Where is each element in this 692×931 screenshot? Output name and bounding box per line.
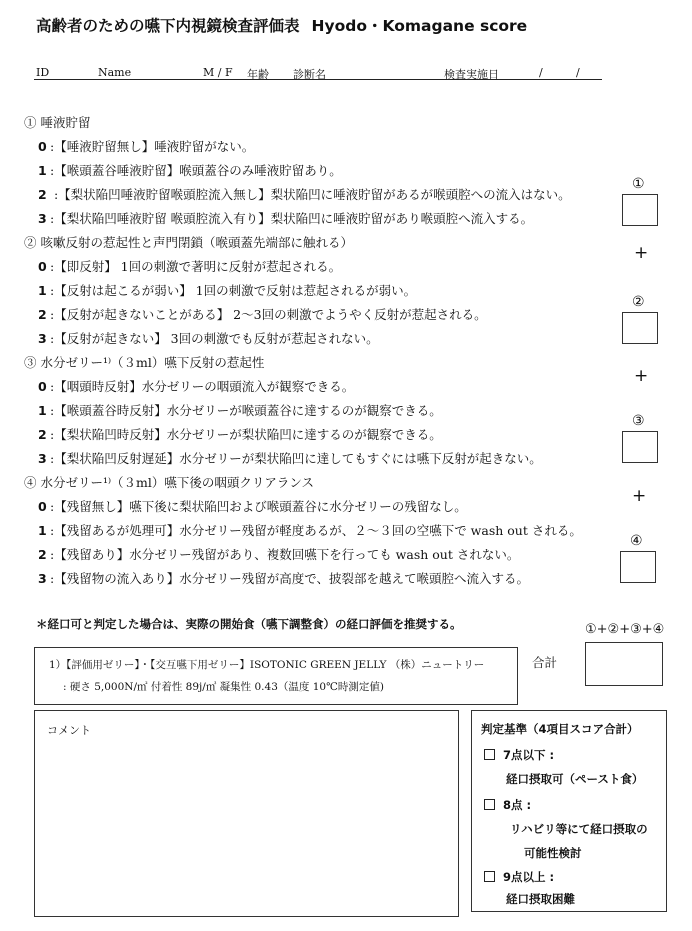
- score-item: [38, 497, 467, 515]
- score-box-1[interactable]: [622, 194, 658, 226]
- total-label: 合計: [532, 655, 558, 670]
- score-item: [38, 521, 582, 539]
- score-value: 3: [38, 571, 47, 586]
- section-heading: ① 唾液貯留: [24, 115, 91, 130]
- title-en: Hyodo・Komagane score: [311, 17, 528, 35]
- score-item: [38, 377, 354, 395]
- score-value: 0: [38, 139, 47, 154]
- criteria-result: 経口摂取困難: [506, 892, 575, 906]
- criteria-option: [484, 797, 531, 813]
- criteria-range: 9点以上 :: [503, 870, 555, 884]
- score-description: :【梨状陥凹反射遅延】水分ゼリーが梨状陥凹に達してもすぐには嚥下反射が起きない。: [50, 451, 542, 466]
- name-field-label: Name: [98, 66, 132, 79]
- score-value: 0: [38, 259, 47, 274]
- score-description: :【残留無し】嚥下後に梨状陥凹および喉頭蓋谷に水分ゼリーの残留なし。: [50, 499, 467, 514]
- score-description: :【喉頭蓋谷唾液貯留】喉頭蓋谷のみ唾液貯留あり。: [50, 163, 342, 178]
- score-item: [38, 137, 254, 155]
- score-description: :【喉頭蓋谷時反射】水分ゼリーが喉頭蓋谷に達するのが観察できる。: [50, 403, 442, 418]
- id-field-label: ID: [36, 66, 50, 79]
- section-heading: ④ 水分ゼリー¹⁾（３ml）嚥下後の咽頭クリアランス: [24, 475, 315, 490]
- score-value: 2: [38, 187, 47, 202]
- score-box-4[interactable]: [620, 551, 656, 583]
- score-description: :【梨状陥凹唾液貯留 喉頭腔流入有り】梨状陥凹に唾液貯留があり喉頭腔へ流入する。: [50, 211, 534, 226]
- score-item: [38, 281, 416, 299]
- score-description: :【即反射】 1回の刺激で著明に反射が惹起される。: [50, 259, 342, 274]
- score-value: 0: [38, 379, 47, 394]
- score-value: 0: [38, 499, 47, 514]
- score-box-3[interactable]: [622, 431, 658, 463]
- criteria-result: 経口摂取可（ペースト食）: [506, 772, 644, 786]
- criteria-range: 7点以下 :: [503, 748, 555, 762]
- sex-field-label: M / F: [203, 66, 233, 79]
- score-description: :【残留あり】水分ゼリー残留があり、複数回嚥下を行っても wash out されない。: [50, 547, 520, 562]
- score-value: 3: [38, 331, 47, 346]
- score-description: :【反射が起きない】 3回の刺激でも反射が惹起されない。: [50, 331, 379, 346]
- checkbox[interactable]: [484, 749, 495, 760]
- score-item: [38, 401, 442, 419]
- criteria-result: リハビリ等にて経口摂取の: [510, 822, 648, 836]
- score-description: :【梨状陥凹時反射】水分ゼリーが梨状陥凹に達するのが観察できる。: [50, 427, 442, 442]
- comment-label: コメント: [47, 724, 91, 737]
- criteria-range: 8点 :: [503, 798, 532, 812]
- score-item: [38, 449, 542, 467]
- comment-box[interactable]: [34, 710, 459, 917]
- score-item: [38, 209, 533, 227]
- score-box-label: ③: [632, 413, 645, 429]
- plus-sign: +: [634, 243, 649, 263]
- score-value: 2: [38, 427, 47, 442]
- score-box-label: ①: [632, 176, 645, 192]
- title-jp: 高齢者のための嚥下内視鏡検査評価表: [36, 17, 300, 35]
- score-value: 3: [38, 211, 47, 226]
- score-value: 2: [38, 547, 47, 562]
- total-formula: ①+②+③+④: [585, 622, 665, 637]
- score-value: 1: [38, 403, 47, 418]
- score-item: [38, 305, 487, 323]
- score-description: :【反射は起こるが弱い】 1回の刺激で反射は惹起されるが弱い。: [50, 283, 417, 298]
- header-underline: [34, 79, 602, 80]
- score-description: :【反射が起きないことがある】 2～3回の刺激でようやく反射が惹起される。: [50, 307, 487, 322]
- checkbox[interactable]: [484, 871, 495, 882]
- score-item: [38, 329, 379, 347]
- plus-sign: +: [632, 486, 647, 506]
- score-description: :【咽頭時反射】水分ゼリーの咽頭流入が観察できる。: [50, 379, 355, 394]
- criteria-box: [471, 710, 667, 912]
- score-value: 1: [38, 523, 47, 538]
- criteria-option: [484, 869, 554, 885]
- criteria-option: [484, 747, 554, 763]
- diagnosis-field-label: 診断名: [293, 68, 326, 81]
- score-box-2[interactable]: [622, 312, 658, 344]
- total-score-box[interactable]: [585, 642, 663, 686]
- score-description: :【残留あるが処理可】水分ゼリー残留が軽度あるが、２～３回の空嚥下で wash out される。: [50, 523, 582, 538]
- score-description: :【残留物の流入あり】水分ゼリー残留が高度で、披裂部を越えて喉頭腔へ流入する。: [50, 571, 529, 586]
- section-heading: ② 咳嗽反射の惹起性と声門閉鎖（喉頭蓋先端部に触れる）: [24, 235, 353, 250]
- section-heading: ③ 水分ゼリー¹⁾（３ml）嚥下反射の惹起性: [24, 355, 265, 370]
- criteria-title: 判定基準（4項目スコア合計）: [481, 722, 639, 736]
- score-value: 1: [38, 163, 47, 178]
- score-box-label: ④: [630, 533, 643, 549]
- recommendation-note: ＊経口可と判定した場合は、実際の開始食（嚥下調整食）の経口評価を推奨する。: [36, 617, 462, 631]
- score-value: 3: [38, 451, 47, 466]
- score-description: :【唾液貯留無し】唾液貯留がない。: [50, 139, 255, 154]
- score-item: [38, 257, 341, 275]
- score-description: :【梨状陥凹唾液貯留喉頭腔流入無し】梨状陥凹に唾液貯留があるが喉頭腔への流入はない。: [50, 187, 571, 202]
- exam-date-field-label: 検査実施日: [444, 68, 499, 81]
- plus-sign: +: [634, 366, 649, 386]
- page-title: [36, 14, 527, 36]
- score-value: 1: [38, 283, 47, 298]
- score-item: [38, 185, 571, 203]
- score-value: 2: [38, 307, 47, 322]
- date-separator: /: [539, 66, 543, 79]
- score-item: [38, 569, 529, 587]
- checkbox[interactable]: [484, 799, 495, 810]
- reference-line: 1）【評価用ゼリー】・【交互嚥下用ゼリー】ISOTONIC GREEN JELLY （株）ニュートリー: [49, 659, 485, 671]
- score-item: [38, 545, 519, 563]
- reference-box: [34, 647, 518, 705]
- score-item: [38, 425, 442, 443]
- score-box-label: ②: [632, 294, 645, 310]
- date-separator: /: [576, 66, 580, 79]
- age-field-label: 年齢: [247, 68, 269, 81]
- score-item: [38, 161, 342, 179]
- reference-line: : 硬さ 5,000N/㎡ 付着性 89j/㎥ 凝集性 0.43（温度 10℃時測定値): [63, 681, 384, 693]
- criteria-result: 可能性検討: [524, 846, 582, 860]
